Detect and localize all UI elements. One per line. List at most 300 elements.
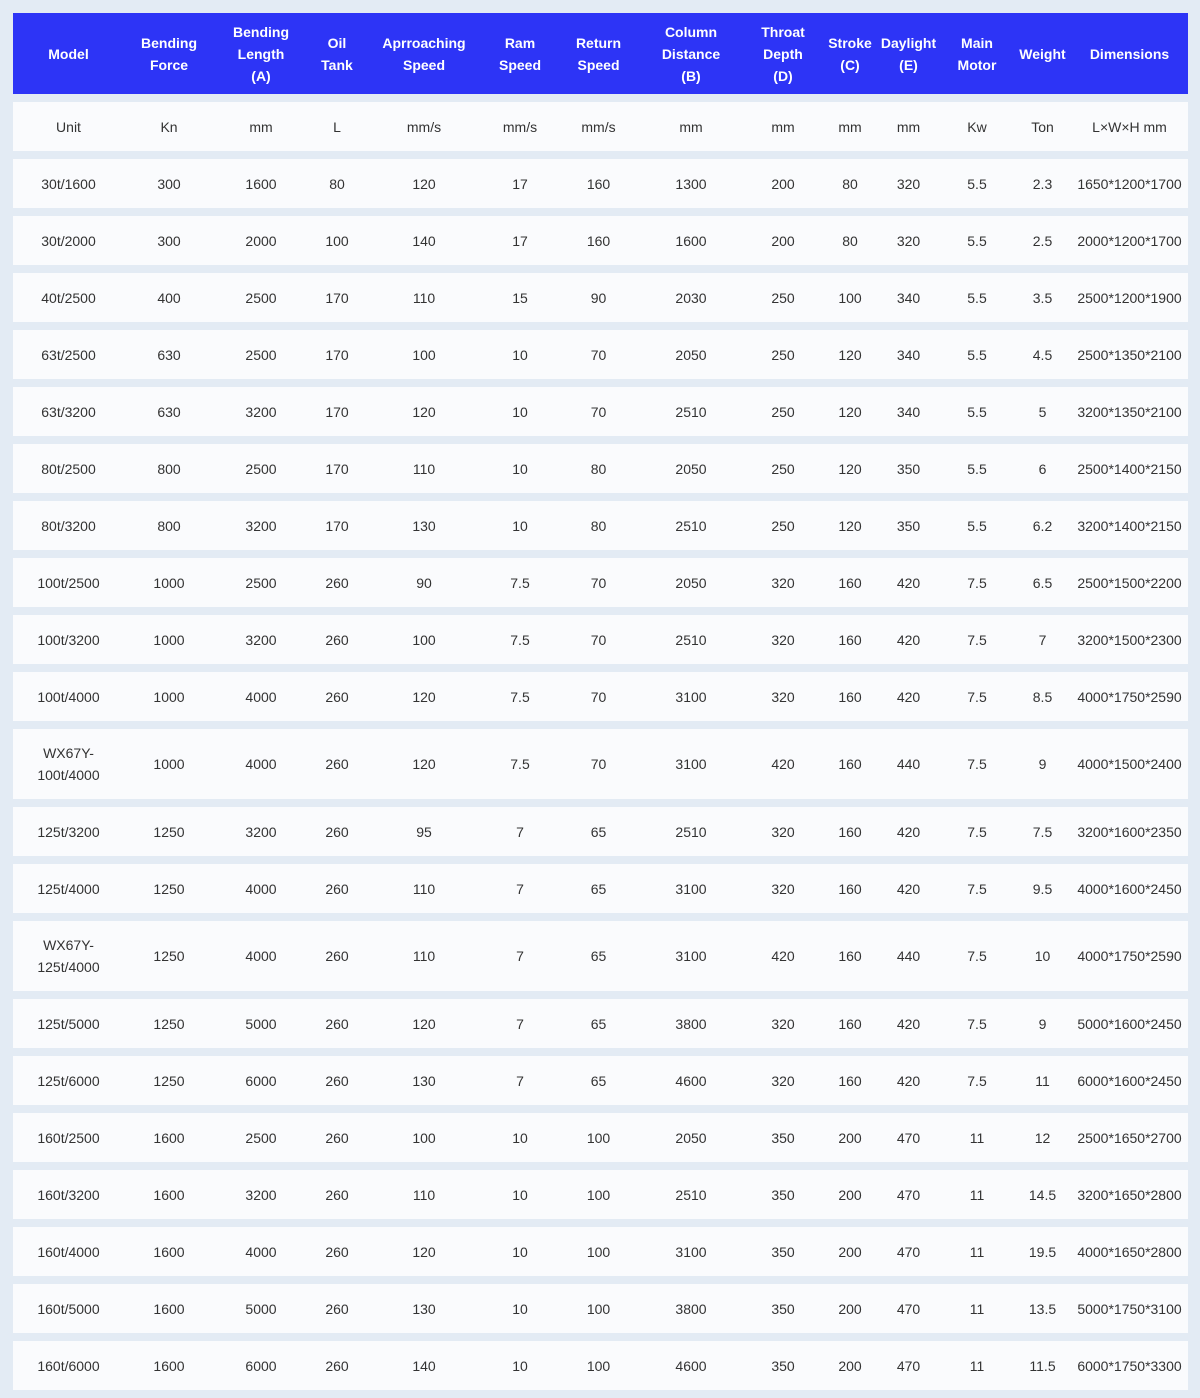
table-cell: 1650*1200*1700 xyxy=(1071,159,1188,208)
column-header: Column Distance (B) xyxy=(639,13,743,94)
table-cell: 5.5 xyxy=(940,159,1014,208)
table-cell: 3200 xyxy=(214,807,308,856)
table-cell: 170 xyxy=(308,273,366,322)
table-cell: 4600 xyxy=(639,1056,743,1105)
table-cell: 420 xyxy=(877,1056,940,1105)
table-cell: 340 xyxy=(877,273,940,322)
table-row xyxy=(13,273,1188,322)
column-header: Bending Length (A) xyxy=(214,13,308,94)
table-cell: 250 xyxy=(743,387,823,436)
table-row xyxy=(13,216,1188,265)
table-cell: 7.5 xyxy=(1014,807,1071,856)
table-cell: 2500*1200*1900 xyxy=(1071,273,1188,322)
unit-cell: mm/s xyxy=(558,102,639,151)
table-cell: 200 xyxy=(823,1227,877,1276)
table-cell: 6000 xyxy=(214,1056,308,1105)
unit-cell: L xyxy=(308,102,366,151)
table-cell: 630 xyxy=(124,387,214,436)
table-cell: 7 xyxy=(482,864,558,913)
table-cell: 420 xyxy=(877,615,940,664)
table-cell: 320 xyxy=(877,159,940,208)
table-cell: 3200*1650*2800 xyxy=(1071,1170,1188,1219)
table-cell: 3200 xyxy=(214,501,308,550)
table-cell: 70 xyxy=(558,558,639,607)
table-cell: 110 xyxy=(366,864,482,913)
table-cell: WX67Y- 100t/4000 xyxy=(13,729,124,799)
table-cell: 420 xyxy=(877,807,940,856)
table-cell: 3200*1600*2350 xyxy=(1071,807,1188,856)
table-cell: 470 xyxy=(877,1227,940,1276)
table-cell: 3.5 xyxy=(1014,273,1071,322)
table-cell: 2510 xyxy=(639,387,743,436)
table-cell: 200 xyxy=(743,216,823,265)
table-cell: 120 xyxy=(366,387,482,436)
table-cell: 6000*1750*3300 xyxy=(1071,1341,1188,1390)
unit-cell: L×W×H mm xyxy=(1071,102,1188,151)
table-cell: 260 xyxy=(308,672,366,721)
table-cell: 4600 xyxy=(639,1341,743,1390)
table-cell: 30t/2000 xyxy=(13,216,124,265)
table-cell: 120 xyxy=(823,444,877,493)
table-row xyxy=(13,1056,1188,1105)
table-cell: 5000*1750*3100 xyxy=(1071,1284,1188,1333)
table-cell: 260 xyxy=(308,1113,366,1162)
table-cell: 7 xyxy=(482,921,558,991)
table-cell: WX67Y- 125t/4000 xyxy=(13,921,124,991)
table-cell: 100t/3200 xyxy=(13,615,124,664)
table-cell: 170 xyxy=(308,330,366,379)
table-cell: 1250 xyxy=(124,1056,214,1105)
table-cell: 12 xyxy=(1014,1113,1071,1162)
table-cell: 350 xyxy=(877,501,940,550)
table-cell: 120 xyxy=(366,999,482,1048)
table-cell: 125t/5000 xyxy=(13,999,124,1048)
table-cell: 170 xyxy=(308,387,366,436)
unit-cell: Ton xyxy=(1014,102,1071,151)
table-cell: 110 xyxy=(366,921,482,991)
table-cell: 440 xyxy=(877,921,940,991)
table-cell: 1250 xyxy=(124,921,214,991)
table-cell: 2500 xyxy=(214,330,308,379)
table-cell: 320 xyxy=(743,615,823,664)
table-cell: 11.5 xyxy=(1014,1341,1071,1390)
table-cell: 3200 xyxy=(214,1170,308,1219)
table-cell: 11 xyxy=(940,1113,1014,1162)
table-cell: 70 xyxy=(558,615,639,664)
table-cell: 7 xyxy=(482,1056,558,1105)
table-cell: 100 xyxy=(558,1170,639,1219)
table-cell: 160 xyxy=(823,672,877,721)
table-cell: 3200 xyxy=(214,615,308,664)
table-body xyxy=(13,102,1188,1390)
table-cell: 4000*1750*2590 xyxy=(1071,921,1188,991)
table-cell: 120 xyxy=(823,501,877,550)
table-cell: 5.5 xyxy=(940,501,1014,550)
table-cell: 2500 xyxy=(214,444,308,493)
table-cell: 80 xyxy=(558,444,639,493)
table-cell: 10 xyxy=(482,1341,558,1390)
table-cell: 100 xyxy=(558,1284,639,1333)
table-cell: 10 xyxy=(482,1170,558,1219)
table-cell: 3800 xyxy=(639,1284,743,1333)
table-cell: 7.5 xyxy=(940,999,1014,1048)
table-cell: 100 xyxy=(558,1113,639,1162)
unit-cell: mm xyxy=(743,102,823,151)
table-cell: 160 xyxy=(823,1056,877,1105)
table-cell: 2510 xyxy=(639,615,743,664)
column-header: Throat Depth (D) xyxy=(743,13,823,94)
table-row xyxy=(13,387,1188,436)
table-cell: 160 xyxy=(823,921,877,991)
table-cell: 80 xyxy=(308,159,366,208)
column-header: Aprroaching Speed xyxy=(366,13,482,94)
table-cell: 120 xyxy=(366,159,482,208)
column-header: Return Speed xyxy=(558,13,639,94)
table-cell: 90 xyxy=(558,273,639,322)
table-cell: 10 xyxy=(482,1113,558,1162)
table-cell: 40t/2500 xyxy=(13,273,124,322)
table-cell: 3200 xyxy=(214,387,308,436)
table-cell: 800 xyxy=(124,444,214,493)
table-cell: 2500*1650*2700 xyxy=(1071,1113,1188,1162)
table-cell: 7.5 xyxy=(940,864,1014,913)
table-cell: 200 xyxy=(823,1170,877,1219)
table-cell: 2500 xyxy=(214,273,308,322)
table-cell: 120 xyxy=(366,729,482,799)
table-cell: 320 xyxy=(743,807,823,856)
table-cell: 260 xyxy=(308,999,366,1048)
table-cell: 470 xyxy=(877,1113,940,1162)
table-cell: 260 xyxy=(308,615,366,664)
table-cell: 63t/2500 xyxy=(13,330,124,379)
table-cell: 4000 xyxy=(214,1227,308,1276)
table-cell: 11 xyxy=(940,1284,1014,1333)
table-row xyxy=(13,1170,1188,1219)
table-cell: 470 xyxy=(877,1341,940,1390)
table-cell: 1600 xyxy=(124,1170,214,1219)
column-header: Ram Speed xyxy=(482,13,558,94)
table-cell: 1250 xyxy=(124,807,214,856)
column-header: Stroke (C) xyxy=(823,13,877,94)
table-cell: 63t/3200 xyxy=(13,387,124,436)
table-cell: 3100 xyxy=(639,1227,743,1276)
table-cell: 1600 xyxy=(639,216,743,265)
table-cell: 70 xyxy=(558,330,639,379)
table-row xyxy=(13,159,1188,208)
table-cell: 65 xyxy=(558,807,639,856)
table-cell: 70 xyxy=(558,387,639,436)
table-cell: 80t/2500 xyxy=(13,444,124,493)
table-row xyxy=(13,615,1188,664)
table-cell: 260 xyxy=(308,1284,366,1333)
table-cell: 2050 xyxy=(639,330,743,379)
table-cell: 65 xyxy=(558,921,639,991)
table-cell: 7.5 xyxy=(940,558,1014,607)
table-cell: 7.5 xyxy=(940,921,1014,991)
table-cell: 130 xyxy=(366,1284,482,1333)
table-cell: 2000*1200*1700 xyxy=(1071,216,1188,265)
table-cell: 5.5 xyxy=(940,273,1014,322)
table-cell: 200 xyxy=(743,159,823,208)
table-cell: 320 xyxy=(743,558,823,607)
table-cell: 1000 xyxy=(124,615,214,664)
table-cell: 65 xyxy=(558,999,639,1048)
table-cell: 8.5 xyxy=(1014,672,1071,721)
table-cell: 160 xyxy=(823,864,877,913)
table-cell: 1250 xyxy=(124,864,214,913)
table-cell: 260 xyxy=(308,558,366,607)
table-cell: 65 xyxy=(558,1056,639,1105)
table-cell: 250 xyxy=(743,501,823,550)
table-cell: 100 xyxy=(308,216,366,265)
table-row xyxy=(13,807,1188,856)
table-cell: 350 xyxy=(743,1227,823,1276)
table-cell: 420 xyxy=(877,999,940,1048)
table-cell: 100 xyxy=(558,1227,639,1276)
table-cell: 160t/2500 xyxy=(13,1113,124,1162)
table-row xyxy=(13,330,1188,379)
table-cell: 70 xyxy=(558,672,639,721)
table-cell: 100 xyxy=(558,1341,639,1390)
table-cell: 5000 xyxy=(214,1284,308,1333)
table-cell: 3100 xyxy=(639,729,743,799)
table-cell: 260 xyxy=(308,1056,366,1105)
table-cell: 3200*1400*2150 xyxy=(1071,501,1188,550)
table-cell: 200 xyxy=(823,1341,877,1390)
table-cell: 350 xyxy=(743,1284,823,1333)
table-cell: 125t/3200 xyxy=(13,807,124,856)
table-cell: 80 xyxy=(823,216,877,265)
table-row xyxy=(13,672,1188,721)
table-cell: 120 xyxy=(366,672,482,721)
table-cell: 3800 xyxy=(639,999,743,1048)
table-cell: 110 xyxy=(366,273,482,322)
table-cell: 1250 xyxy=(124,999,214,1048)
table-cell: 5000 xyxy=(214,999,308,1048)
table-cell: 420 xyxy=(877,558,940,607)
table-cell: 1000 xyxy=(124,729,214,799)
table-cell: 320 xyxy=(877,216,940,265)
table-row xyxy=(13,729,1188,799)
table-cell: 120 xyxy=(823,330,877,379)
unit-cell: Unit xyxy=(13,102,124,151)
table-cell: 630 xyxy=(124,330,214,379)
table-cell: 2510 xyxy=(639,807,743,856)
table-row xyxy=(13,1113,1188,1162)
table-cell: 5.5 xyxy=(940,444,1014,493)
table-cell: 10 xyxy=(482,1227,558,1276)
table-cell: 6 xyxy=(1014,444,1071,493)
column-header: Daylight (E) xyxy=(877,13,940,94)
unit-cell: mm/s xyxy=(366,102,482,151)
table-cell: 1600 xyxy=(124,1341,214,1390)
unit-cell: mm/s xyxy=(482,102,558,151)
table-cell: 160t/3200 xyxy=(13,1170,124,1219)
table-cell: 15 xyxy=(482,273,558,322)
unit-cell: Kw xyxy=(940,102,1014,151)
table-cell: 2500*1500*2200 xyxy=(1071,558,1188,607)
table-cell: 160 xyxy=(558,216,639,265)
table-cell: 5.5 xyxy=(940,330,1014,379)
column-header: Model xyxy=(13,13,124,94)
table-cell: 4000*1650*2800 xyxy=(1071,1227,1188,1276)
table-cell: 160 xyxy=(823,729,877,799)
table-row xyxy=(13,444,1188,493)
table-cell: 420 xyxy=(877,672,940,721)
table-cell: 200 xyxy=(823,1284,877,1333)
table-cell: 4.5 xyxy=(1014,330,1071,379)
table-row xyxy=(13,999,1188,1048)
table-cell: 2050 xyxy=(639,558,743,607)
table-cell: 320 xyxy=(743,864,823,913)
table-header-row xyxy=(13,13,1188,94)
table-cell: 11 xyxy=(940,1170,1014,1219)
table-cell: 3100 xyxy=(639,864,743,913)
unit-cell: Kn xyxy=(124,102,214,151)
table-cell: 300 xyxy=(124,216,214,265)
table-cell: 4000 xyxy=(214,729,308,799)
table-cell: 1600 xyxy=(124,1113,214,1162)
spec-table-container xyxy=(13,13,1188,1398)
table-cell: 2500*1400*2150 xyxy=(1071,444,1188,493)
table-cell: 340 xyxy=(877,330,940,379)
table-cell: 1300 xyxy=(639,159,743,208)
table-cell: 140 xyxy=(366,1341,482,1390)
table-cell: 160t/6000 xyxy=(13,1341,124,1390)
table-cell: 250 xyxy=(743,273,823,322)
table-cell: 440 xyxy=(877,729,940,799)
table-cell: 5000*1600*2450 xyxy=(1071,999,1188,1048)
table-cell: 260 xyxy=(308,1227,366,1276)
table-cell: 11 xyxy=(1014,1056,1071,1105)
table-cell: 160 xyxy=(558,159,639,208)
table-cell: 7.5 xyxy=(940,1056,1014,1105)
table-cell: 3200*1500*2300 xyxy=(1071,615,1188,664)
table-cell: 10 xyxy=(482,444,558,493)
press-brake-spec-table xyxy=(13,5,1188,1398)
table-cell: 1600 xyxy=(214,159,308,208)
table-cell: 420 xyxy=(877,864,940,913)
table-cell: 7 xyxy=(482,999,558,1048)
table-cell: 2.3 xyxy=(1014,159,1071,208)
table-cell: 7.5 xyxy=(940,615,1014,664)
table-cell: 70 xyxy=(558,729,639,799)
table-row xyxy=(13,558,1188,607)
table-cell: 100t/2500 xyxy=(13,558,124,607)
table-cell: 19.5 xyxy=(1014,1227,1071,1276)
table-cell: 130 xyxy=(366,501,482,550)
table-cell: 110 xyxy=(366,1170,482,1219)
table-cell: 110 xyxy=(366,444,482,493)
table-cell: 2510 xyxy=(639,501,743,550)
table-cell: 4000*1750*2590 xyxy=(1071,672,1188,721)
table-cell: 7.5 xyxy=(482,615,558,664)
table-cell: 80t/3200 xyxy=(13,501,124,550)
table-cell: 320 xyxy=(743,672,823,721)
table-cell: 1000 xyxy=(124,672,214,721)
table-cell: 65 xyxy=(558,864,639,913)
table-cell: 1600 xyxy=(124,1284,214,1333)
table-cell: 7.5 xyxy=(940,807,1014,856)
table-cell: 250 xyxy=(743,444,823,493)
table-row xyxy=(13,1284,1188,1333)
table-cell: 11 xyxy=(940,1341,1014,1390)
table-cell: 11 xyxy=(940,1227,1014,1276)
table-cell: 160 xyxy=(823,615,877,664)
table-cell: 100 xyxy=(366,615,482,664)
table-cell: 100 xyxy=(823,273,877,322)
table-cell: 160 xyxy=(823,807,877,856)
table-cell: 420 xyxy=(743,921,823,991)
table-row xyxy=(13,921,1188,991)
table-cell: 7.5 xyxy=(940,672,1014,721)
column-header: Dimensions xyxy=(1071,13,1188,94)
table-cell: 3100 xyxy=(639,921,743,991)
table-cell: 80 xyxy=(558,501,639,550)
table-cell: 30t/1600 xyxy=(13,159,124,208)
unit-cell: mm xyxy=(823,102,877,151)
table-row xyxy=(13,1227,1188,1276)
table-cell: 90 xyxy=(366,558,482,607)
table-cell: 170 xyxy=(308,501,366,550)
table-cell: 1600 xyxy=(124,1227,214,1276)
table-cell: 160t/4000 xyxy=(13,1227,124,1276)
table-cell: 17 xyxy=(482,216,558,265)
table-cell: 260 xyxy=(308,729,366,799)
table-cell: 260 xyxy=(308,921,366,991)
column-header: Bending Force xyxy=(124,13,214,94)
table-cell: 4000 xyxy=(214,672,308,721)
table-cell: 7.5 xyxy=(482,558,558,607)
unit-cell: mm xyxy=(214,102,308,151)
table-cell: 160 xyxy=(823,999,877,1048)
table-cell: 9.5 xyxy=(1014,864,1071,913)
table-cell: 3200*1350*2100 xyxy=(1071,387,1188,436)
table-cell: 5.5 xyxy=(940,387,1014,436)
table-cell: 340 xyxy=(877,387,940,436)
table-cell: 2500 xyxy=(214,558,308,607)
table-cell: 7.5 xyxy=(482,672,558,721)
table-cell: 350 xyxy=(743,1113,823,1162)
table-cell: 5.5 xyxy=(940,216,1014,265)
table-cell: 14.5 xyxy=(1014,1170,1071,1219)
table-cell: 350 xyxy=(743,1170,823,1219)
table-cell: 10 xyxy=(482,330,558,379)
table-cell: 6.2 xyxy=(1014,501,1071,550)
table-cell: 140 xyxy=(366,216,482,265)
column-header: Oil Tank xyxy=(308,13,366,94)
table-cell: 2500*1350*2100 xyxy=(1071,330,1188,379)
table-cell: 400 xyxy=(124,273,214,322)
table-cell: 350 xyxy=(877,444,940,493)
table-cell: 125t/6000 xyxy=(13,1056,124,1105)
table-cell: 160t/5000 xyxy=(13,1284,124,1333)
table-cell: 10 xyxy=(482,501,558,550)
table-cell: 2510 xyxy=(639,1170,743,1219)
table-cell: 800 xyxy=(124,501,214,550)
table-cell: 3100 xyxy=(639,672,743,721)
table-cell: 320 xyxy=(743,999,823,1048)
table-cell: 10 xyxy=(1014,921,1071,991)
unit-row xyxy=(13,102,1188,151)
table-cell: 4000*1500*2400 xyxy=(1071,729,1188,799)
table-cell: 4000 xyxy=(214,921,308,991)
table-cell: 260 xyxy=(308,1341,366,1390)
table-cell: 4000*1600*2450 xyxy=(1071,864,1188,913)
table-cell: 7 xyxy=(1014,615,1071,664)
table-cell: 4000 xyxy=(214,864,308,913)
table-cell: 120 xyxy=(366,1227,482,1276)
